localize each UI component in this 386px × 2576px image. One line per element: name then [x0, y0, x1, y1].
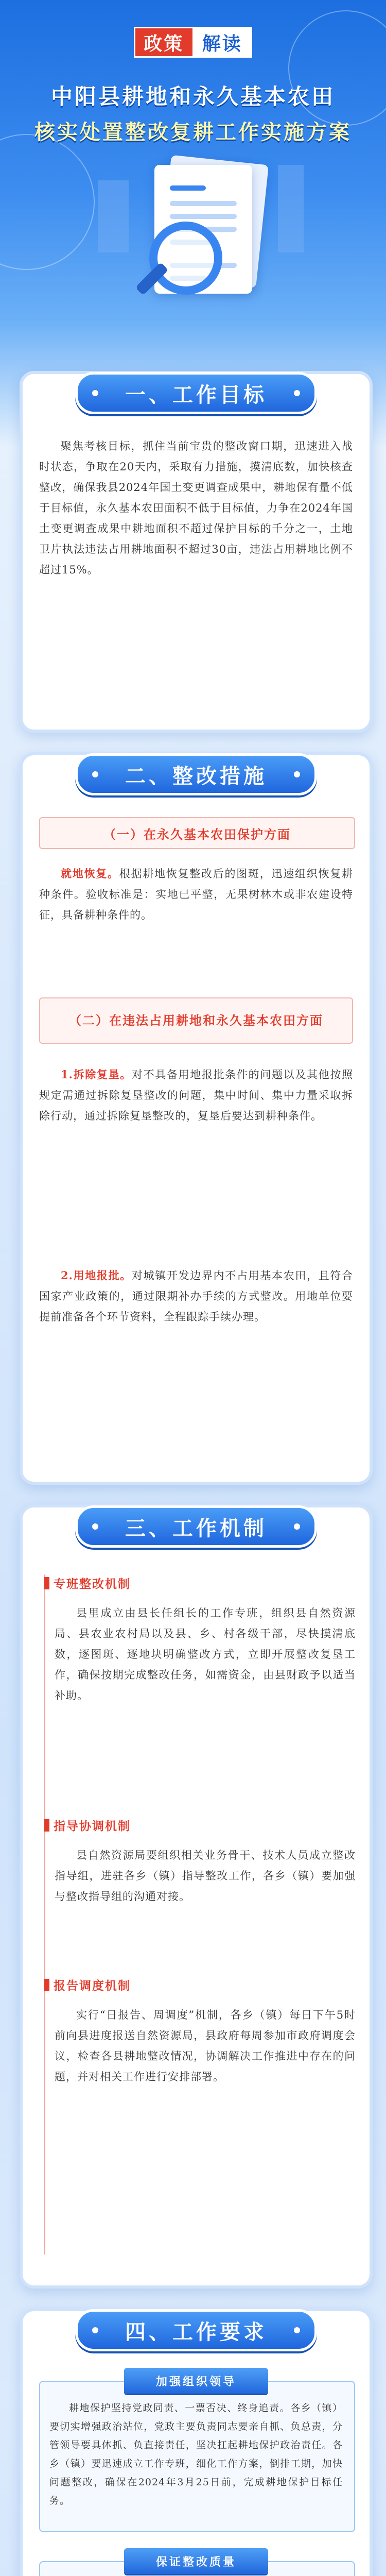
hero-banner: [0, 0, 386, 361]
section-mechanism: [20, 1504, 373, 2289]
requirement-text-1: 耕地保护坚持党政同责、一票否决、终身追责。各乡（镇）要切实增强政治站位，党政主要负责同志要亲自抓、负总责，分管领导要具体抓、负直接责任，坚决扛起耕地保护政治责任。各乡（镇）要迅速成立工作专班，细化工作方案，倒排工期，加快问题整改，确保在2024年3月25日前，完成耕地保护目标任务。: [49, 2402, 343, 2506]
section-title: 四、工作要求: [75, 2309, 317, 2351]
mechanism-text-2: 县自然资源局要组织相关业务骨干、技术人员成立整改指导组，进驻各乡（镇）指导整改工作，各乡（镇）要加强与整改指导组的沟通对接。: [55, 1849, 356, 1903]
page-title-line2: 核实处置整改复耕工作实施方案: [34, 120, 352, 144]
section-title: 一、工作目标: [75, 372, 317, 414]
section-work-goal: [20, 371, 373, 733]
policy-tag: [134, 27, 252, 58]
section-rectification: [20, 752, 373, 1485]
measure-item-1: 1.拆除复垦。对不具备用地报批条件的问题以及其他按照规定需通过拆除复垦整改的问题，集中时间、集中力量采取拆除行动，通过拆除复垦整改的，复垦后要达到耕种条件。: [39, 1068, 353, 1122]
decor-circle: [0, 134, 95, 270]
page-title-line1: 中阳县耕地和永久基本农田: [50, 84, 335, 109]
tag-left: 政策: [134, 27, 192, 58]
section-title: 三、工作机制: [75, 1505, 317, 1548]
tag-right: 解读: [192, 27, 253, 58]
mechanism-label-1: 专班整改机制: [44, 1574, 131, 1591]
sub1-paragraph: 就地恢复。根据耕地恢复整改后的图斑，迅速组织恢复耕种条件。验收标准是：实地已平整，无果树林木或非农建设特征，具备耕种条件的。: [39, 867, 353, 921]
requirement-title-2: 保证整改质量: [124, 2548, 268, 2574]
subhead-illegal-use: （二）在违法占用耕地和永久基本农田方面: [39, 997, 353, 1044]
requirement-title-1: 加强组织领导: [124, 2368, 268, 2394]
section-title: 二、整改措施: [75, 753, 317, 795]
section-requirements: [20, 2308, 373, 2576]
measure-item-2: 2.用地报批。对城镇开发边界内不占用基本农田，且符合国家产业政策的，通过限期补办手续的方式整改。用地单位要提前准备各个环节资料，全程跟踪手续办理。: [39, 1269, 353, 1323]
subhead-farmland: （一）在永久基本农田保护方面: [39, 817, 355, 849]
mechanism-text-3: 实行“日报告、周调度”机制，各乡（镇）每日下午5时前向县进度报送自然资源局，县政府每周参加市政府调度会议，检查各县耕地整改情况，协调解决工作推进中存在的问题，并对相关工作进行安排部署。: [55, 2009, 356, 2083]
mechanism-text-1: 县里成立由县长任组长的工作专班，组织县自然资源局、县农业农村局以及县、乡、村各级干部，尽快摸清底数，逐图斑、逐地块明确整改方式，立即开展整改复垦工作，确保按期完成整改任务，如需资金，由县财政予以适当补助。: [55, 1607, 356, 1702]
mechanism-label-2: 指导协调机制: [44, 1817, 131, 1834]
magnifier-glass: [149, 222, 222, 295]
goal-paragraph: 聚焦考核目标，抓住当前宝贵的整改窗口期，迅速进入战时状态，争取在20天内，采取有力措施，摸清底数，加快核查整改，确保我县2024年国土变更调查成果中，耕地保有量不低于目标值，永久基本农田面积不低于目标值，力争在2024年国土变更调查成果中耕地面积不超过保护目标的千分之一，土地卫片执法违法占用耕地面积不超过30亩，违法占用耕地比例不超过15%。: [39, 440, 353, 576]
magnifier-document-icon: [129, 160, 273, 314]
mechanism-label-3: 报告调度机制: [44, 1976, 131, 1993]
timeline-line: [44, 1574, 45, 2255]
